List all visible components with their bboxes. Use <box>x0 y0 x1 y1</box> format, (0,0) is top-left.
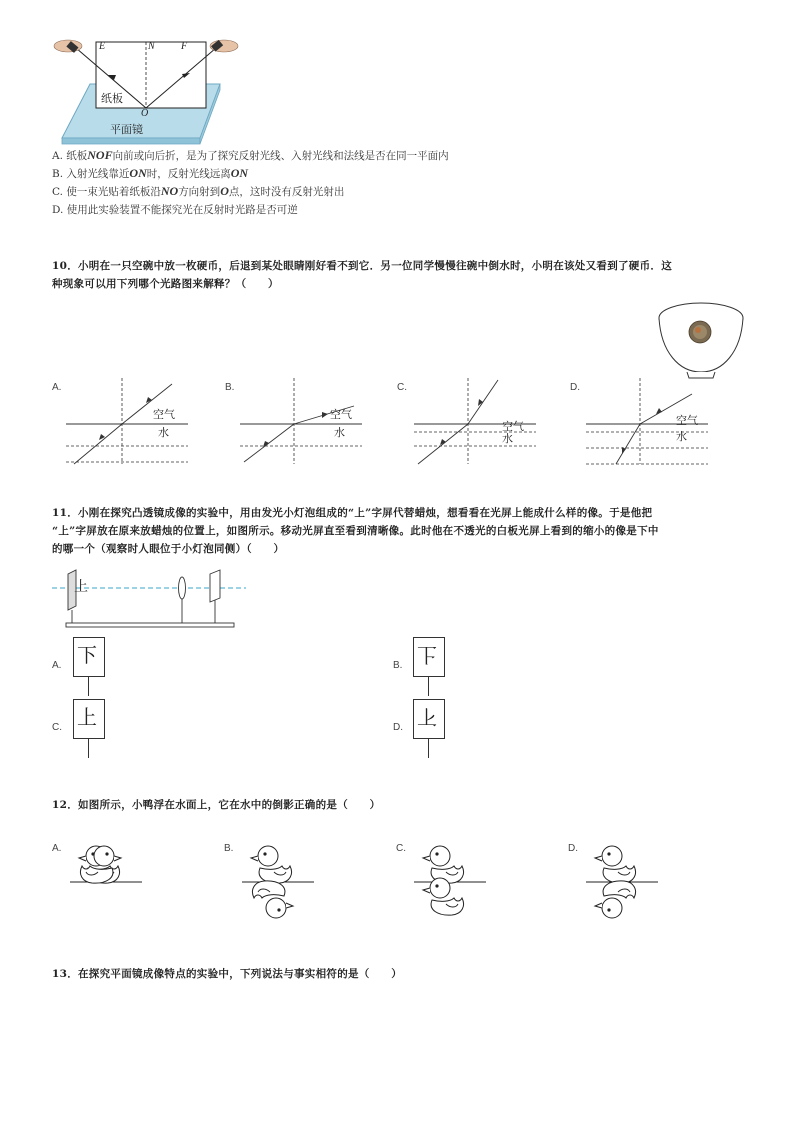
air-label: 空气 <box>330 408 352 421</box>
option-letter: C. <box>52 186 63 198</box>
q11-stem-line3: 的哪一个（观察时人眼位于小灯泡同侧）（ ） <box>52 543 285 555</box>
label-mirror: 平面镜 <box>110 123 143 136</box>
air-label: 空气 <box>502 420 524 433</box>
option-char: 下 <box>77 643 97 667</box>
bowl-with-coin-figure <box>655 300 747 382</box>
option-letter: D. <box>52 204 64 216</box>
air-label: 空气 <box>153 408 175 421</box>
q11-option-b-stand <box>428 676 429 696</box>
q11-option-c-letter[interactable]: C. <box>52 722 62 733</box>
q9-option-a[interactable]: A. 纸板NOF向前或向后折，是为了探究反射光线、入射光线和法线是否在同一平面内 <box>52 148 449 162</box>
q12-stem-line1: 12．如图所示，小鸭浮在水面上，它在水中的倒影正确的是（ ） <box>52 799 381 811</box>
q12-option-b-letter[interactable]: B. <box>224 843 234 854</box>
water-label: 水 <box>158 426 169 439</box>
q10-option-b-letter[interactable]: B. <box>225 382 235 393</box>
figure-char-screen: 上 <box>74 579 88 595</box>
option-char: 上 <box>77 705 97 729</box>
option-char-inverted: 上 <box>417 643 437 667</box>
q11-option-d-stand <box>428 738 429 758</box>
reflection-experiment-figure <box>50 34 240 146</box>
q13-stem-line1: 13．在探究平面镜成像特点的实验中，下列说法与事实相符的是（ ） <box>52 968 403 980</box>
q12-option-a-duck-reflection[interactable] <box>60 828 150 928</box>
q10-stem-line1: 10．小明在一只空碗中放一枚硬币，后退到某处眼睛刚好看不到它．另一位同学慢慢往碗中倒水时，小明在该处又看到了硬币．这 <box>52 260 673 272</box>
label-f: F <box>181 41 188 52</box>
q10-option-a-letter[interactable]: A. <box>52 382 62 393</box>
q12-option-a-letter[interactable]: A. <box>52 843 62 854</box>
q9-option-b[interactable]: B. 入射光线靠近ON时，反射光线远离ON <box>52 166 249 180</box>
q11-stem-line1: 11．小刚在探究凸透镜成像的实验中，用由发光小灯泡组成的“上”字屏代替蜡烛，想看看在光屏上能成什么样的像。于是他把 <box>52 507 653 519</box>
q11-option-b-letter[interactable]: B. <box>393 660 403 671</box>
q11-option-a-stand <box>88 676 89 696</box>
q12-option-d-duck-reflection[interactable] <box>576 828 666 928</box>
water-label: 水 <box>676 430 687 443</box>
q9-option-c[interactable]: C. 使一束光贴着纸板沿NO方向射到O点，这时没有反射光射出 <box>52 184 345 198</box>
q11-stem-line2: “上”字屏放在原来放蜡烛的位置上，如图所示。移动光屏直至看到清晰像。此时他在不透光的白板光屏上看到的缩小的像是下中 <box>52 525 659 537</box>
water-label: 水 <box>502 432 513 445</box>
option-letter: B. <box>52 168 64 180</box>
water-label: 水 <box>334 426 345 439</box>
q11-option-d-letter[interactable]: D. <box>393 722 403 733</box>
option-letter: A. <box>52 150 63 162</box>
q9-option-d[interactable]: D. 使用此实验装置不能探究光在反射时光路是否可逆 <box>52 204 298 216</box>
q12-option-c-duck-reflection[interactable] <box>404 828 494 928</box>
q10-stem-line2: 种现象可以用下列哪个光路图来解释？（ ） <box>52 278 279 290</box>
label-e: E <box>99 41 106 52</box>
q11-option-a-letter[interactable]: A. <box>52 660 62 671</box>
q12-option-c-letter[interactable]: C. <box>396 843 406 854</box>
q10-option-c-letter[interactable]: C. <box>397 382 407 393</box>
q10-option-d-letter[interactable]: D. <box>570 382 580 393</box>
air-label: 空气 <box>676 414 698 427</box>
label-o: O <box>141 108 149 119</box>
option-char-inverted: 下 <box>417 705 437 729</box>
q12-option-b-duck-reflection[interactable] <box>232 828 322 928</box>
label-board: 纸板 <box>101 92 123 105</box>
label-n: N <box>148 41 155 52</box>
q12-option-d-letter[interactable]: D. <box>568 843 578 854</box>
q11-option-c-stand <box>88 738 89 758</box>
